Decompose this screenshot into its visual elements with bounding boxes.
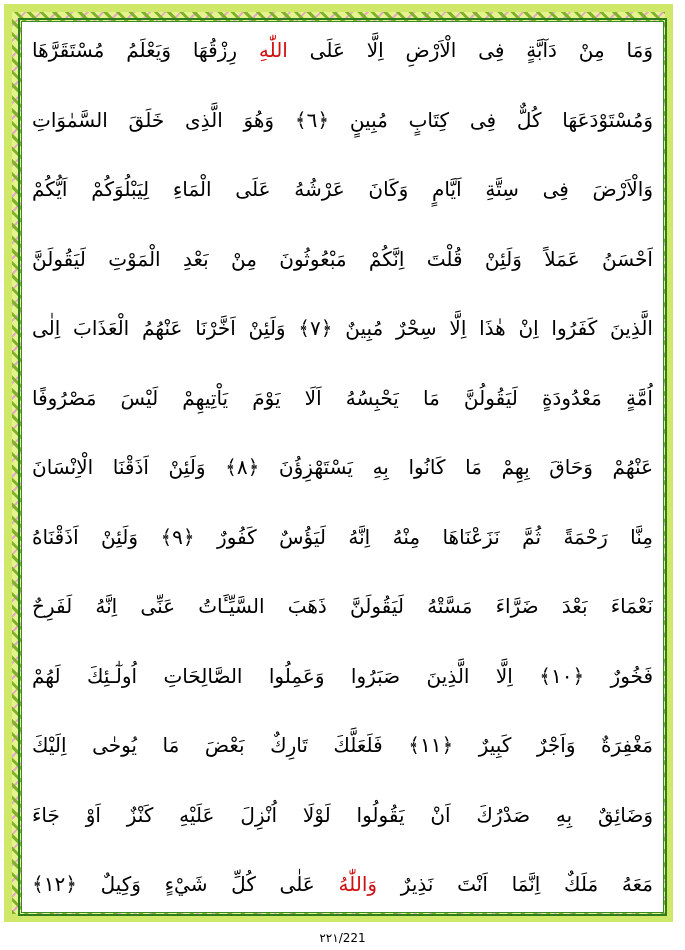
- verse-line-6: اُمَّةٍ مَعْدُودَةٍ لَيَقُولُنَّ مَا يَحْبِسُهُ اَلَا يَوْمَ يَاْتِيهِمْ لَيْسَ مَصْرُوفًا: [32, 385, 653, 410]
- verse-line-12: وَضَائِقٌ بِهِ صَدْرُكَ اَنْ يَقُولُوا لَوْلَا اُنْزِلَ عَلَيْهِ كَنْزٌ اَوْ جَاءَ: [32, 802, 653, 827]
- verse-line-1: وَمَا مِنْ دَآبَّةٍ فِى الْاَرْضِ اِلَّا عَلَى اللّٰهِ رِزْقُهَا وَيَعْلَمُ مُسْتَقَرَّهَا: [32, 38, 653, 62]
- verse-line-7: عَنْهُمْ وَحَاقَ بِهِمْ مَا كَانُوا بِهِ يَسْتَهْزِؤُنَ ﴿٨﴾ وَلَئِنْ اَذَقْنَا الْاِنْسَانَ: [32, 455, 653, 479]
- verse-line-11: مَغْفِرَةٌ وَاَجْرٌ كَبِيرٌ ﴿١١﴾ فَلَعَلَّكَ تَارِكٌ بَعْضَ مَا يُوحٰى اِلَيْكَ: [32, 733, 653, 757]
- page-number: ٢٢١/221: [319, 931, 366, 945]
- verse-line-13: مَعَهُ مَلَكٌ اِنَّمَا اَنْتَ نَذِيرٌ وَاللّٰهُ عَلٰى كُلِّ شَيْءٍ وَكِيلٌ ﴿١٢﴾: [32, 872, 653, 896]
- verse-line-9: نَعْمَاءَ بَعْدَ ضَرَّاءَ مَسَّتْهُ لَيَقُولَنَّ ذَهَبَ السَّيِّـَٔاتُ عَنِّى اِنَّهُ لَفَرِحٌ: [32, 594, 653, 618]
- verse-lines: [32, 30, 653, 904]
- verse-line-10: فَخُورٌ ﴿١٠﴾ اِلَّا الَّذِينَ صَبَرُوا وَعَمِلُوا الصَّالِحَاتِ اُولٰٓـئِكَ لَهُمْ: [32, 663, 653, 688]
- verse-line-2: وَمُسْتَوْدَعَهَا كُلٌّ فِى كِتَابٍ مُبِينٍ ﴿٦﴾ وَهُوَ الَّذِى خَلَقَ السَّمٰوَاتِ: [32, 107, 653, 132]
- verse-line-5: الَّذِينَ كَفَرُوا اِنْ هٰذَا اِلَّا سِحْرٌ مُبِينٌ ﴿٧﴾ وَلَئِنْ اَخَّرْنَا عَنْهُمُ الْعَذَابَ اِلٰى: [32, 316, 653, 340]
- divine-name: وَاللّٰهُ: [338, 872, 378, 896]
- quran-page: [21, 21, 664, 913]
- verse-line-4: اَحْسَنُ عَمَلاً وَلَئِنْ قُلْتَ اِنَّكُمْ مَبْعُوثُونَ مِنْ بَعْدِ الْمَوْتِ لَيَقُولَنَّ: [32, 246, 653, 271]
- verse-line-3: وَالْاَرْضَ فِى سِتَّةِ اَيَّامٍ وَكَانَ عَرْشُهُ عَلَى الْمَاءِ لِيَبْلُوَكُمْ اَيُّكُمْ: [32, 177, 653, 201]
- verse-line-8: مِنَّا رَحْمَةً ثُمَّ نَزَعْنَاهَا مِنْهُ اِنَّهُ لَيَؤُسٌ كَفُورٌ ﴿٩﴾ وَلَئِنْ اَذَقْنَاهُ: [32, 524, 653, 549]
- divine-name: اللّٰهِ: [258, 38, 288, 62]
